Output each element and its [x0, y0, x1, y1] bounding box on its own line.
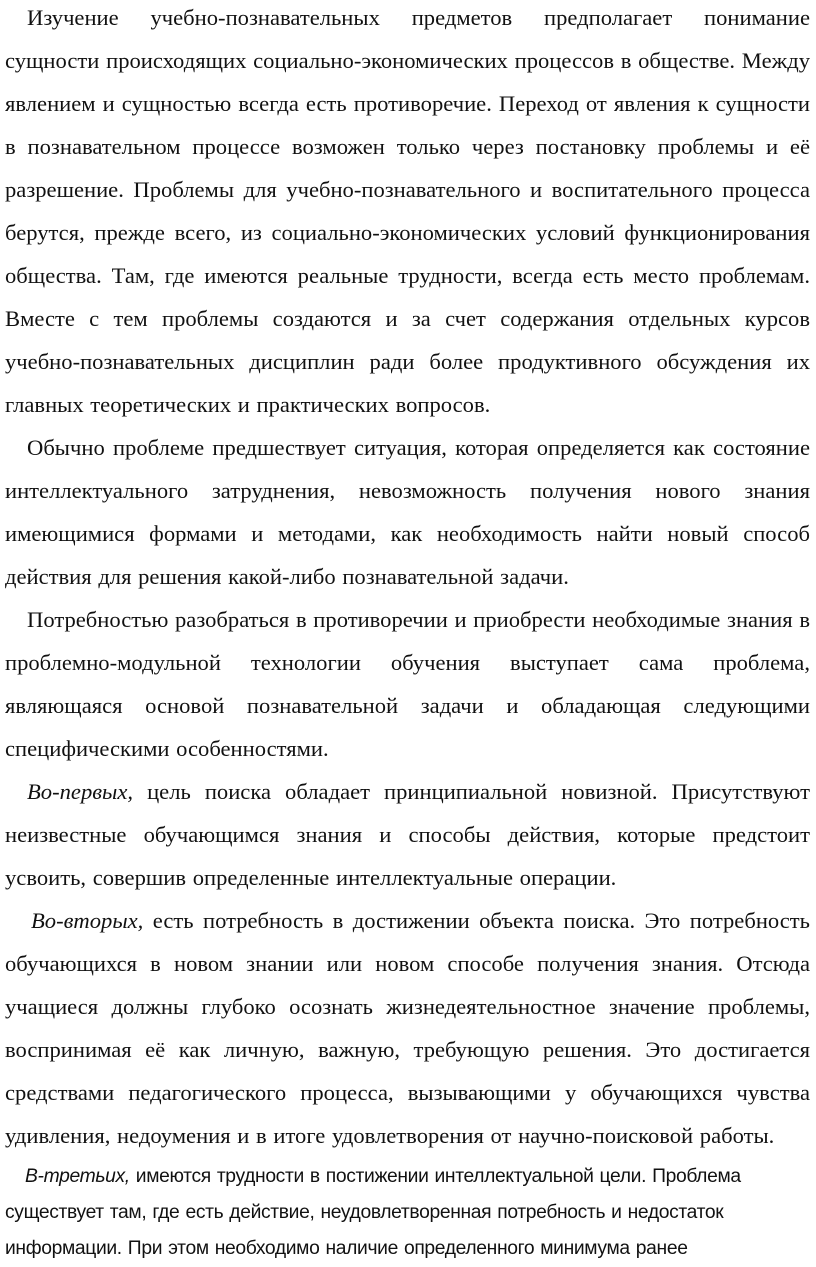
paragraph-1-text: Изучение учебно-познавательных предметов предполагает понимание сущности происходящих социально-экономических процессов в обществе. Между явлением и сущностью всегда есть противоречие. Переход от явления к сущности в познавательном процессе возможен только через постановку проблемы и её разрешение. Проблемы для учебно-познавательного и воспитательного процесса берутся, прежде всего, из социально-экономических условий функционирования общества. Там, где имеются реальные трудности, всегда есть место проблемам. Вместе с тем проблемы создаются и за счет содержания отдельных курсов учебно-познавательных дисциплин ради более продуктивного обсуждения их главных теоретических и практических вопросов. — [5, 5, 810, 417]
paragraph-2 — [5, 426, 810, 598]
paragraph-2-text: Обычно проблеме предшествует ситуация, которая определяется как состояние интеллектуального затруднения, невозможность получения нового знания имеющимися формами и методами, как необходимость найти новый способ действия для решения какой-либо познавательной задачи. — [5, 435, 810, 589]
paragraph-6-text: имеются трудности в постижении интеллектуальной цели. Проблема существует там, где есть действие, неудовлетворенная потребность и недостаток информации. При этом необходимо наличие определенного минимума ранее — [5, 1166, 741, 1259]
paragraph-4 — [5, 770, 810, 899]
paragraph-3-text: Потребностью разобраться в противоречии и приобрести необходимые знания в проблемно-модульной технологии обучения выступает сама проблема, являющаяся основой познавательной задачи и обладающая следующими специфическими особенностями. — [5, 607, 810, 761]
paragraph-4-lead: Во-первых, — [27, 779, 134, 804]
paragraph-6-lead: В-третьих, — [25, 1166, 130, 1187]
paragraph-1 — [5, 0, 810, 426]
paragraph-5-lead: Во-вторых, — [31, 908, 144, 933]
paragraph-6 — [5, 1159, 810, 1267]
paragraph-4-text: цель поиска обладает принципиальной новизной. Присутствуют неизвестные обучающимся знания и способы действия, которые предстоит усвоить, совершив определенные интеллектуальные операции. — [5, 779, 810, 890]
paragraph-5-text: есть потребность в достижении объекта поиска. Это потребность обучающихся в новом знании или новом способе получения знания. Отсюда учащиеся должны глубоко осознать жизнедеятельностное значение проблемы, воспринимая её как личную, важную, требующую решения. Это достигается средствами педагогического процесса, вызывающими у обучающихся чувства удивления, недоумения и в итоге удовлетворения от научно-поисковой работы. — [5, 908, 810, 1148]
paragraph-5 — [5, 899, 810, 1157]
paragraph-3 — [5, 598, 810, 770]
